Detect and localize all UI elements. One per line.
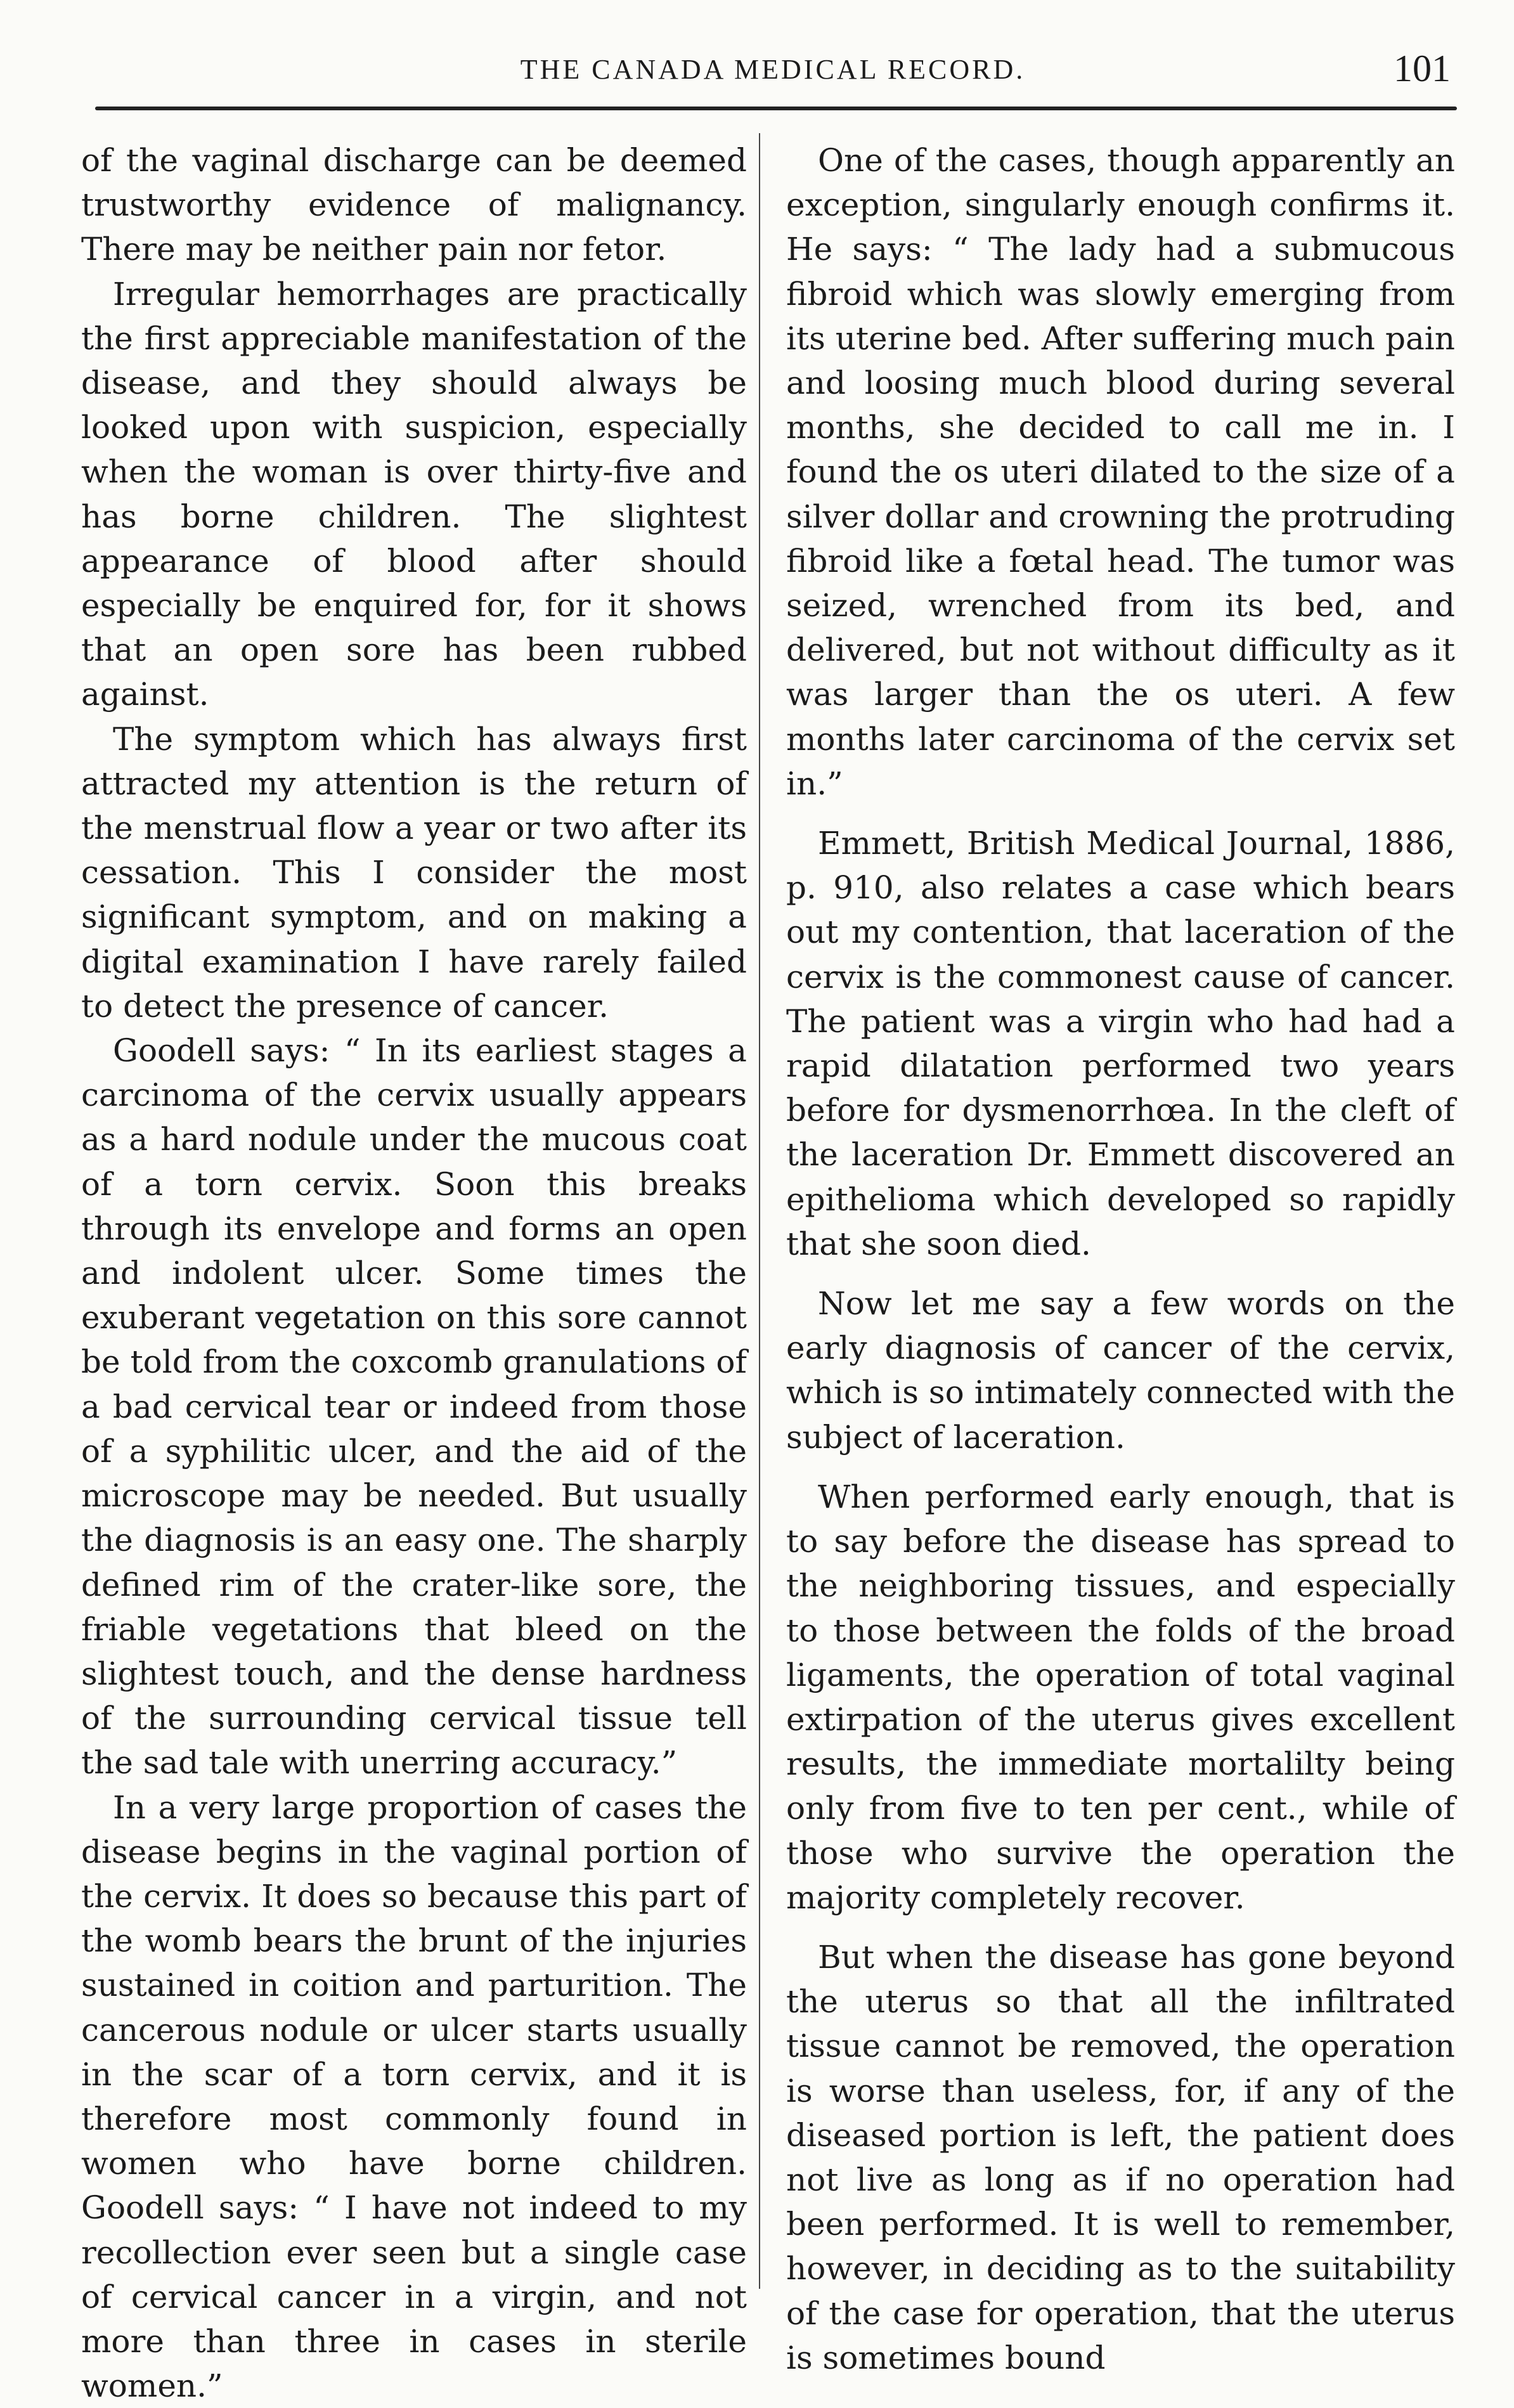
column-divider bbox=[759, 133, 760, 2289]
paragraph: In a very large proportion of cases the disease begins in the vaginal portion of the cervix. It does so because this part of the womb bears the brunt of the injuries sustained in coition and parturition. The cancerous nodule or ulcer starts usually in the scar of a torn cervix, and it is therefore most commonly found in women who have borne children. Goodell says: “ I have not indeed to my recollection ever seen but a single case of cervical cancer in a virgin, and not more than three in cases in sterile women.” bbox=[81, 1789, 747, 2405]
paragraph: But when the disease has gone beyond the uterus so that all the infiltrated tissue cannot be removed, the operation is worse than useless, for, if any of the diseased portion is left, the patient does not live as long as if no operation had been performed. It is well to remember, however, in deciding as to the suitability of the case for operation, that the uterus is sometimes bound bbox=[786, 1938, 1455, 2376]
paragraph: of the vaginal discharge can be deemed trustworthy evidence of malignancy. There may be neither pain nor fetor. bbox=[81, 142, 747, 268]
paragraph: Emmett, British Medical Journal, 1886, p. 910, also relates a case which bears out my contention, that laceration of the cervix is the commonest cause of cancer. The patient was a virgin who had had a rapid dilatation performed two years before for dysmenorrhœa. In the cleft of the laceration Dr. Emmett discovered an epithelioma which developed so rapidly that she soon died. bbox=[786, 825, 1455, 1262]
page-number: 101 bbox=[1394, 48, 1451, 89]
left-column bbox=[81, 138, 747, 2405]
right-column bbox=[786, 138, 1455, 2376]
paragraph: One of the cases, though apparently an exception, singularly enough confirms it. He says: “ The lady had a submucous fibroid which was slowly emerging from its uterine bed. After suffering much pain and loosing much blood during several months, she decided to call me in. I found the os uteri dilated to the size of a silver dollar and crowning the protruding fibroid like a fœtal head. The tumor was seized, wrenched from its bed, and delivered, but not without difficulty as it was larger than the os uteri. A few months later carcinoma of the cervix set in.” bbox=[786, 142, 1455, 802]
paragraph: The symptom which has always first attracted my attention is the return of the menstrual flow a year or two after its cessation. This I consider the most significant symptom, and on making a digital examination I have rarely failed to detect the presence of cancer. bbox=[81, 720, 747, 1025]
paragraph: Irregular hemorrhages are practically the first appreciable manifestation of the disease, and they should always be looked upon with suspicion, especially when the woman is over thirty-five and has borne children. The slightest appearance of blood after should especially be enquired for, for it shows that an open sore has been rubbed against. bbox=[81, 275, 747, 713]
paragraph: Now let me say a few words on the early diagnosis of cancer of the cervix, which is so intimately connected with the subject of laceration. bbox=[786, 1285, 1455, 1456]
header-rule bbox=[95, 107, 1457, 110]
paragraph: When performed early enough, that is to say before the disease has spread to the neighboring tissues, and especially to those between the folds of the broad ligaments, the operation of total vaginal extirpation of the uterus gives excellent results, the immediate mortalilty being only from five to ten per cent., while of those who survive the operation the majority completely recover. bbox=[786, 1478, 1455, 1916]
page-header bbox=[82, 49, 1463, 100]
paragraph: Goodell says: “ In its earliest stages a carcinoma of the cervix usually appears as a hard nodule under the mucous coat of a torn cervix. Soon this breaks through its envelope and forms an open and indolent ulcer. Some times the exuberant vegetation on this sore cannot be told from the coxcomb granulations of a bad cervical tear or indeed from those of a syphilitic ulcer, and the aid of the microscope may be needed. But usually the diagnosis is an easy one. The sharply defined rim of the crater-like sore, the friable vegetations that bleed on the slightest touch, and the dense hardness of the surrounding cervical tissue tell the sad tale with unerring accuracy.” bbox=[81, 1032, 747, 1782]
running-head: THE CANADA MEDICAL RECORD. bbox=[520, 54, 1026, 85]
